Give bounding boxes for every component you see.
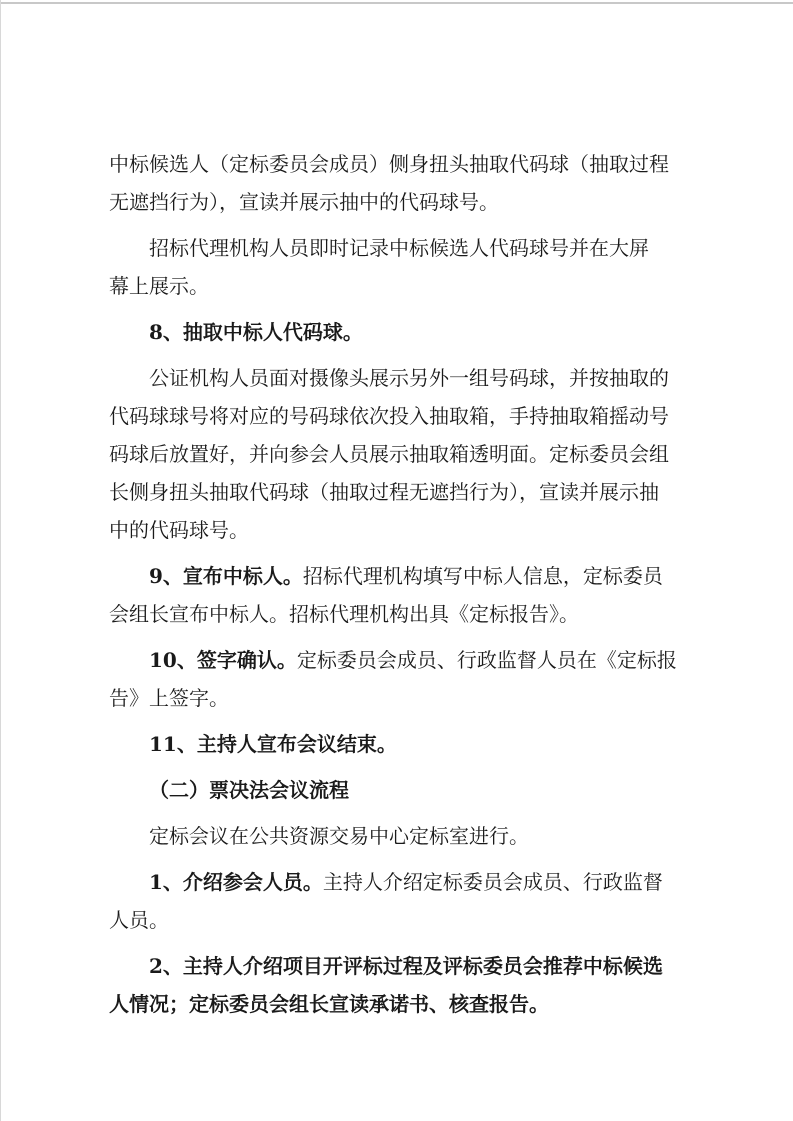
paragraph-line: 无遮挡行为），宣读并展示抽中的代码球号。	[109, 190, 499, 214]
paragraph-line: 中的代码球号。	[109, 518, 249, 542]
paragraph-line: 人员。	[109, 908, 169, 932]
paragraph-line: 定标会议在公共资源交易中心定标室进行。	[149, 824, 529, 848]
paragraph-line: 告》上签字。	[109, 686, 229, 710]
paragraph-line: 长侧身扭头抽取代码球（抽取过程无遮挡行为），宣读并展示抽	[109, 480, 659, 504]
paragraph-line: 中标候选人（定标委员会成员）侧身扭头抽取代码球（抽取过程	[109, 152, 669, 176]
step-text: 主持人介绍定标委员会成员、行政监督	[322, 870, 663, 894]
step-heading: 8、抽取中标人代码球。	[149, 320, 363, 344]
step-text: 招标代理机构填写中标人信息，定标委员	[302, 564, 663, 588]
step-heading: 11、主持人宣布会议结束。	[149, 732, 397, 756]
step-text: 定标委员会成员、行政监督人员在《定标报	[296, 648, 677, 672]
step-heading: 1、介绍参会人员。	[149, 870, 323, 894]
paragraph-line: 代码球球号将对应的号码球依次投入抽取箱，手持抽取箱摇动号	[109, 404, 669, 428]
paragraph-line	[109, 641, 689, 679]
paragraph-line: 人情况；定标委员会组长宣读承诺书、核查报告。	[109, 992, 549, 1016]
paragraph-line	[109, 557, 689, 595]
scan-edge	[1, 2, 793, 4]
step-heading: 2、主持人介绍项目开评标过程及评标委员会推荐中标候选	[149, 954, 663, 978]
paragraph-line: 会组长宣布中标人。招标代理机构出具《定标报告》。	[109, 602, 579, 626]
paragraph-line: 码球后放置好，并向参会人员展示抽取箱透明面。定标委员会组	[109, 442, 669, 466]
paragraph-line	[109, 863, 689, 901]
step-heading: 10、签字确认。	[149, 648, 297, 672]
paragraph-line: 幕上展示。	[109, 274, 209, 298]
document-body	[109, 145, 689, 1023]
step-heading: 9、宣布中标人。	[149, 564, 303, 588]
paragraph-line: 招标代理机构人员即时记录中标候选人代码球号并在大屏	[149, 236, 649, 260]
paragraph-line: 公证机构人员面对摄像头展示另外一组号码球，并按抽取的	[149, 366, 669, 390]
section-heading: （二）票决法会议流程	[149, 778, 349, 802]
